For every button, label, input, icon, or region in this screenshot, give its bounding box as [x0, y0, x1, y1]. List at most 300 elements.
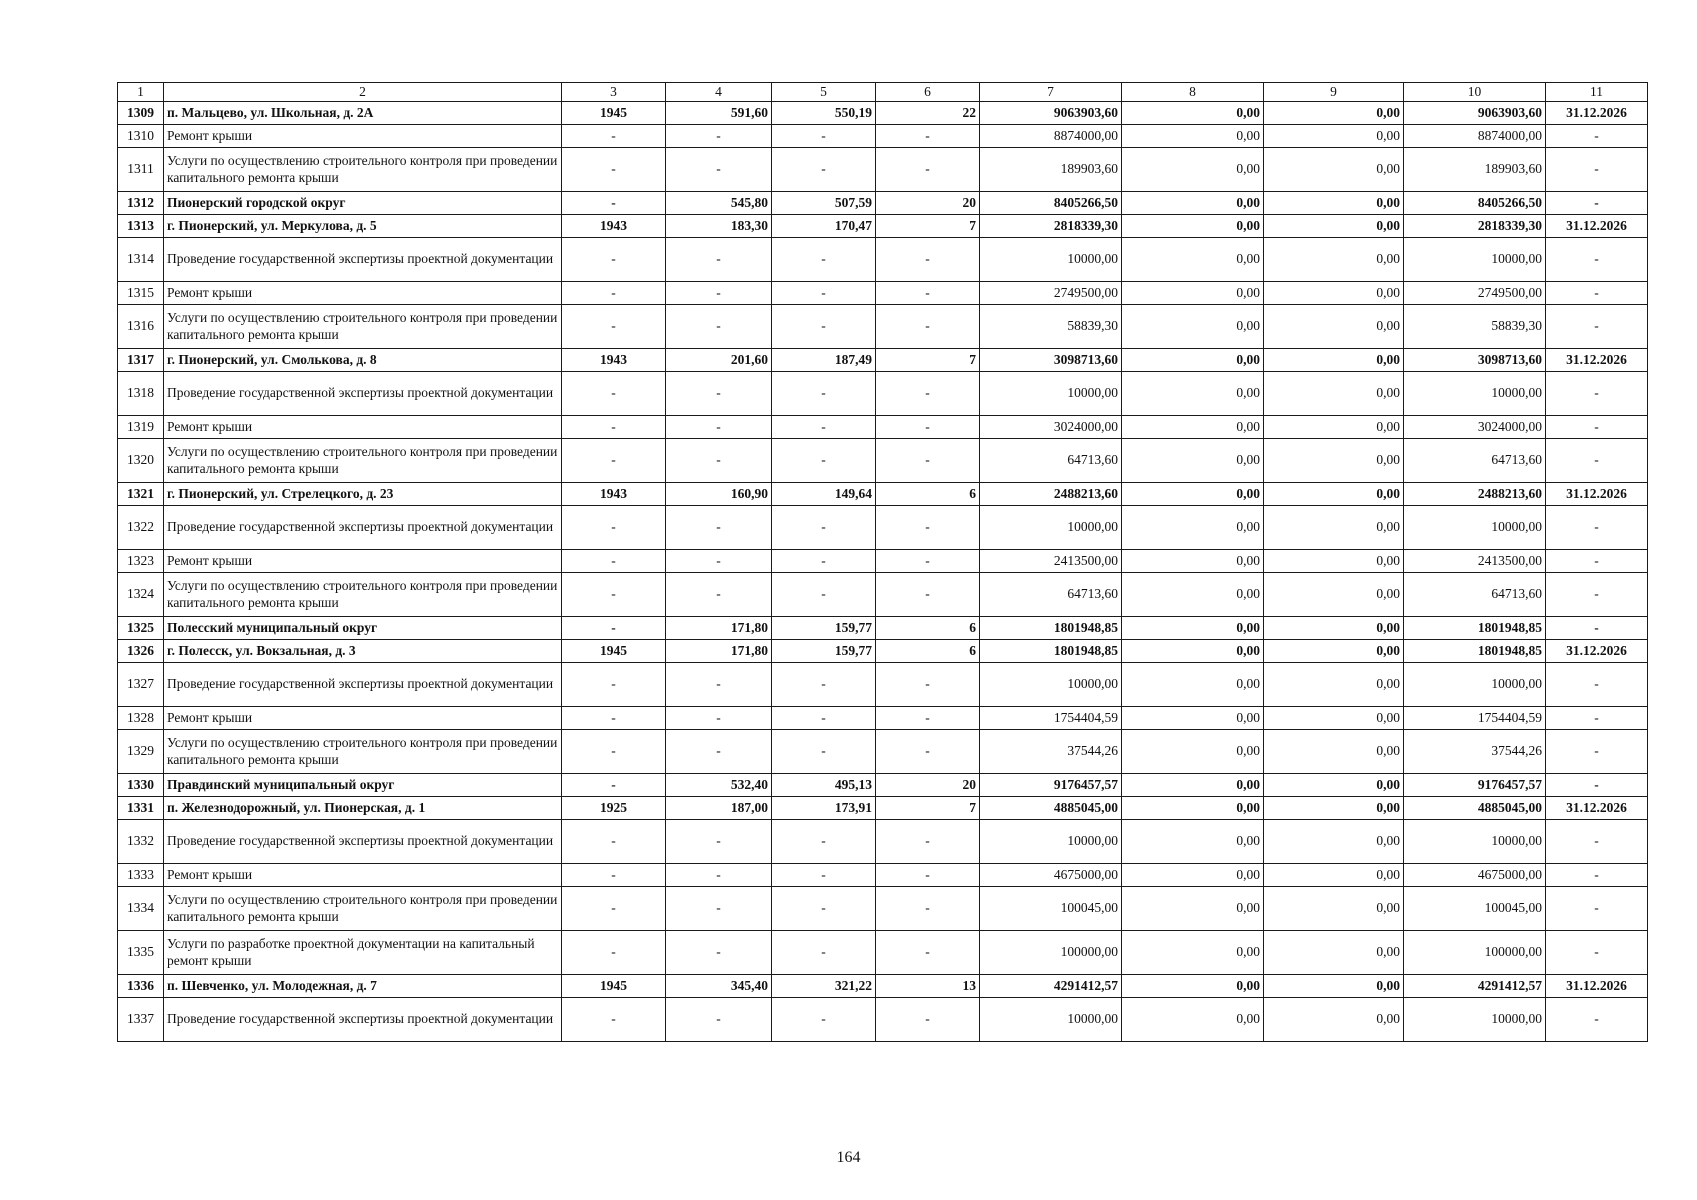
column-5-cell: - — [772, 125, 876, 148]
table-row — [118, 148, 1648, 192]
row-number-cell: 1336 — [118, 975, 164, 998]
total-cost-cell: 37544,26 — [980, 730, 1122, 774]
table-row — [118, 640, 1648, 663]
column-10-cell: 10000,00 — [1404, 372, 1546, 416]
total-cost-cell: 10000,00 — [980, 663, 1122, 707]
column-5-cell: 149,64 — [772, 483, 876, 506]
completion-date-cell: - — [1546, 774, 1648, 797]
column-9-cell: 0,00 — [1264, 215, 1404, 238]
column-4-cell: - — [666, 820, 772, 864]
table-row — [118, 506, 1648, 550]
column-9-cell: 0,00 — [1264, 887, 1404, 931]
column-6-cell: - — [876, 550, 980, 573]
year-cell: - — [562, 663, 666, 707]
column-8-cell: 0,00 — [1122, 887, 1264, 931]
completion-date-cell: - — [1546, 238, 1648, 282]
completion-date-cell: - — [1546, 573, 1648, 617]
row-number-cell: 1318 — [118, 372, 164, 416]
table-row — [118, 617, 1648, 640]
year-cell: - — [562, 730, 666, 774]
column-8-cell: 0,00 — [1122, 931, 1264, 975]
column-10-cell: 189903,60 — [1404, 148, 1546, 192]
total-cost-cell: 1801948,85 — [980, 640, 1122, 663]
column-9-cell: 0,00 — [1264, 931, 1404, 975]
year-cell: - — [562, 506, 666, 550]
row-number-cell: 1313 — [118, 215, 164, 238]
column-header: 5 — [772, 83, 876, 102]
year-cell: - — [562, 372, 666, 416]
year-cell: 1945 — [562, 102, 666, 125]
column-9-cell: 0,00 — [1264, 102, 1404, 125]
completion-date-cell: - — [1546, 506, 1648, 550]
column-4-cell: - — [666, 238, 772, 282]
column-8-cell: 0,00 — [1122, 349, 1264, 372]
row-number-cell: 1315 — [118, 282, 164, 305]
object-name-cell: Ремонт крыши — [164, 125, 562, 148]
column-8-cell: 0,00 — [1122, 730, 1264, 774]
column-9-cell: 0,00 — [1264, 372, 1404, 416]
table-row — [118, 864, 1648, 887]
column-8-cell: 0,00 — [1122, 215, 1264, 238]
column-8-cell: 0,00 — [1122, 774, 1264, 797]
column-9-cell: 0,00 — [1264, 282, 1404, 305]
year-cell: - — [562, 864, 666, 887]
column-9-cell: 0,00 — [1264, 998, 1404, 1042]
completion-date-cell: - — [1546, 550, 1648, 573]
row-number-cell: 1321 — [118, 483, 164, 506]
column-9-cell: 0,00 — [1264, 707, 1404, 730]
column-4-cell: - — [666, 506, 772, 550]
column-5-cell: 495,13 — [772, 774, 876, 797]
total-cost-cell: 2818339,30 — [980, 215, 1122, 238]
column-6-cell: 7 — [876, 215, 980, 238]
row-number-cell: 1329 — [118, 730, 164, 774]
total-cost-cell: 3024000,00 — [980, 416, 1122, 439]
column-10-cell: 8405266,50 — [1404, 192, 1546, 215]
column-9-cell: 0,00 — [1264, 864, 1404, 887]
year-cell: - — [562, 439, 666, 483]
object-name-cell: Проведение государственной экспертизы проектной документации — [164, 820, 562, 864]
column-header: 9 — [1264, 83, 1404, 102]
column-5-cell: - — [772, 238, 876, 282]
column-number-header-row — [118, 83, 1648, 102]
row-number-cell: 1334 — [118, 887, 164, 931]
column-9-cell: 0,00 — [1264, 238, 1404, 282]
column-header: 1 — [118, 83, 164, 102]
object-name-cell: п. Шевченко, ул. Молодежная, д. 7 — [164, 975, 562, 998]
column-4-cell: 591,60 — [666, 102, 772, 125]
row-number-cell: 1322 — [118, 506, 164, 550]
object-name-cell: Ремонт крыши — [164, 416, 562, 439]
column-10-cell: 37544,26 — [1404, 730, 1546, 774]
column-9-cell: 0,00 — [1264, 192, 1404, 215]
column-5-cell: - — [772, 998, 876, 1042]
table-row — [118, 102, 1648, 125]
column-9-cell: 0,00 — [1264, 730, 1404, 774]
total-cost-cell: 10000,00 — [980, 238, 1122, 282]
object-name-cell: Правдинский муниципальный округ — [164, 774, 562, 797]
row-number-cell: 1317 — [118, 349, 164, 372]
column-6-cell: 6 — [876, 483, 980, 506]
total-cost-cell: 10000,00 — [980, 506, 1122, 550]
column-5-cell: - — [772, 282, 876, 305]
column-9-cell: 0,00 — [1264, 439, 1404, 483]
column-9-cell: 0,00 — [1264, 663, 1404, 707]
completion-date-cell: 31.12.2026 — [1546, 349, 1648, 372]
year-cell: 1945 — [562, 640, 666, 663]
column-6-cell: - — [876, 506, 980, 550]
column-8-cell: 0,00 — [1122, 573, 1264, 617]
object-name-cell: г. Пионерский, ул. Смолькова, д. 8 — [164, 349, 562, 372]
table-row — [118, 975, 1648, 998]
column-5-cell: - — [772, 416, 876, 439]
column-4-cell: 160,90 — [666, 483, 772, 506]
column-8-cell: 0,00 — [1122, 506, 1264, 550]
row-number-cell: 1331 — [118, 797, 164, 820]
row-number-cell: 1333 — [118, 864, 164, 887]
object-name-cell: Услуги по осуществлению строительного контроля при проведении капитального ремонта крыши — [164, 148, 562, 192]
column-5-cell: 173,91 — [772, 797, 876, 820]
column-header: 10 — [1404, 83, 1546, 102]
completion-date-cell: - — [1546, 707, 1648, 730]
column-4-cell: 532,40 — [666, 774, 772, 797]
column-4-cell: - — [666, 864, 772, 887]
object-name-cell: г. Полесск, ул. Вокзальная, д. 3 — [164, 640, 562, 663]
column-9-cell: 0,00 — [1264, 640, 1404, 663]
column-4-cell: - — [666, 372, 772, 416]
column-6-cell: - — [876, 416, 980, 439]
year-cell: - — [562, 148, 666, 192]
column-6-cell: 20 — [876, 192, 980, 215]
row-number-cell: 1324 — [118, 573, 164, 617]
column-9-cell: 0,00 — [1264, 506, 1404, 550]
column-8-cell: 0,00 — [1122, 483, 1264, 506]
table-row — [118, 282, 1648, 305]
column-9-cell: 0,00 — [1264, 349, 1404, 372]
table-row — [118, 707, 1648, 730]
table-row — [118, 439, 1648, 483]
column-5-cell: 187,49 — [772, 349, 876, 372]
column-10-cell: 1801948,85 — [1404, 617, 1546, 640]
total-cost-cell: 100000,00 — [980, 931, 1122, 975]
column-5-cell: - — [772, 305, 876, 349]
completion-date-cell: 31.12.2026 — [1546, 102, 1648, 125]
column-4-cell: - — [666, 887, 772, 931]
column-4-cell: - — [666, 998, 772, 1042]
object-name-cell: Проведение государственной экспертизы проектной документации — [164, 372, 562, 416]
completion-date-cell: - — [1546, 663, 1648, 707]
table-row — [118, 931, 1648, 975]
column-8-cell: 0,00 — [1122, 125, 1264, 148]
table-row — [118, 125, 1648, 148]
column-4-cell: 187,00 — [666, 797, 772, 820]
row-number-cell: 1328 — [118, 707, 164, 730]
object-name-cell: Пионерский городской округ — [164, 192, 562, 215]
object-name-cell: Услуги по осуществлению строительного контроля при проведении капитального ремонта крыши — [164, 887, 562, 931]
table-row — [118, 349, 1648, 372]
completion-date-cell: - — [1546, 305, 1648, 349]
capital-repair-table — [117, 82, 1648, 1042]
total-cost-cell: 3098713,60 — [980, 349, 1122, 372]
column-6-cell: 13 — [876, 975, 980, 998]
column-5-cell: - — [772, 573, 876, 617]
page-number: 164 — [836, 1149, 861, 1166]
column-10-cell: 4675000,00 — [1404, 864, 1546, 887]
total-cost-cell: 100045,00 — [980, 887, 1122, 931]
column-8-cell: 0,00 — [1122, 282, 1264, 305]
row-number-cell: 1311 — [118, 148, 164, 192]
column-5-cell: - — [772, 663, 876, 707]
year-cell: - — [562, 707, 666, 730]
completion-date-cell: - — [1546, 439, 1648, 483]
row-number-cell: 1332 — [118, 820, 164, 864]
row-number-cell: 1309 — [118, 102, 164, 125]
column-4-cell: 201,60 — [666, 349, 772, 372]
table-row — [118, 550, 1648, 573]
column-header: 8 — [1122, 83, 1264, 102]
year-cell: - — [562, 931, 666, 975]
column-6-cell: 7 — [876, 797, 980, 820]
table-row — [118, 483, 1648, 506]
column-8-cell: 0,00 — [1122, 975, 1264, 998]
completion-date-cell: - — [1546, 282, 1648, 305]
table-row — [118, 238, 1648, 282]
column-4-cell: 183,30 — [666, 215, 772, 238]
row-number-cell: 1325 — [118, 617, 164, 640]
column-10-cell: 10000,00 — [1404, 998, 1546, 1042]
total-cost-cell: 2488213,60 — [980, 483, 1122, 506]
column-8-cell: 0,00 — [1122, 864, 1264, 887]
column-10-cell: 3024000,00 — [1404, 416, 1546, 439]
completion-date-cell: - — [1546, 416, 1648, 439]
column-8-cell: 0,00 — [1122, 416, 1264, 439]
column-10-cell: 2749500,00 — [1404, 282, 1546, 305]
total-cost-cell: 189903,60 — [980, 148, 1122, 192]
column-8-cell: 0,00 — [1122, 998, 1264, 1042]
object-name-cell: г. Пионерский, ул. Меркулова, д. 5 — [164, 215, 562, 238]
column-5-cell: - — [772, 550, 876, 573]
object-name-cell: п. Железнодорожный, ул. Пионерская, д. 1 — [164, 797, 562, 820]
column-10-cell: 1801948,85 — [1404, 640, 1546, 663]
column-4-cell: 171,80 — [666, 640, 772, 663]
column-5-cell: 159,77 — [772, 617, 876, 640]
total-cost-cell: 10000,00 — [980, 820, 1122, 864]
completion-date-cell: - — [1546, 372, 1648, 416]
year-cell: 1925 — [562, 797, 666, 820]
column-10-cell: 10000,00 — [1404, 663, 1546, 707]
year-cell: - — [562, 416, 666, 439]
column-6-cell: - — [876, 573, 980, 617]
column-4-cell: - — [666, 663, 772, 707]
column-4-cell: - — [666, 125, 772, 148]
column-9-cell: 0,00 — [1264, 305, 1404, 349]
row-number-cell: 1327 — [118, 663, 164, 707]
object-name-cell: Ремонт крыши — [164, 707, 562, 730]
total-cost-cell: 64713,60 — [980, 439, 1122, 483]
column-header: 2 — [164, 83, 562, 102]
column-6-cell: 7 — [876, 349, 980, 372]
row-number-cell: 1314 — [118, 238, 164, 282]
column-6-cell: 20 — [876, 774, 980, 797]
column-6-cell: - — [876, 148, 980, 192]
column-9-cell: 0,00 — [1264, 125, 1404, 148]
total-cost-cell: 4291412,57 — [980, 975, 1122, 998]
row-number-cell: 1320 — [118, 439, 164, 483]
column-4-cell: - — [666, 148, 772, 192]
column-header: 7 — [980, 83, 1122, 102]
table-row — [118, 663, 1648, 707]
column-4-cell: - — [666, 550, 772, 573]
column-10-cell: 9176457,57 — [1404, 774, 1546, 797]
total-cost-cell: 58839,30 — [980, 305, 1122, 349]
column-8-cell: 0,00 — [1122, 820, 1264, 864]
total-cost-cell: 8405266,50 — [980, 192, 1122, 215]
total-cost-cell: 9063903,60 — [980, 102, 1122, 125]
column-5-cell: - — [772, 887, 876, 931]
completion-date-cell: 31.12.2026 — [1546, 215, 1648, 238]
row-number-cell: 1323 — [118, 550, 164, 573]
column-10-cell: 100045,00 — [1404, 887, 1546, 931]
column-6-cell: - — [876, 998, 980, 1042]
total-cost-cell: 10000,00 — [980, 372, 1122, 416]
year-cell: - — [562, 573, 666, 617]
column-5-cell: - — [772, 864, 876, 887]
table-row — [118, 998, 1648, 1042]
total-cost-cell: 9176457,57 — [980, 774, 1122, 797]
column-8-cell: 0,00 — [1122, 640, 1264, 663]
column-10-cell: 58839,30 — [1404, 305, 1546, 349]
completion-date-cell: - — [1546, 998, 1648, 1042]
table-row — [118, 215, 1648, 238]
completion-date-cell: - — [1546, 617, 1648, 640]
object-name-cell: Проведение государственной экспертизы проектной документации — [164, 238, 562, 282]
column-5-cell: 321,22 — [772, 975, 876, 998]
column-10-cell: 10000,00 — [1404, 820, 1546, 864]
total-cost-cell: 64713,60 — [980, 573, 1122, 617]
total-cost-cell: 2749500,00 — [980, 282, 1122, 305]
table-row — [118, 305, 1648, 349]
column-8-cell: 0,00 — [1122, 439, 1264, 483]
total-cost-cell: 1801948,85 — [980, 617, 1122, 640]
row-number-cell: 1312 — [118, 192, 164, 215]
column-6-cell: - — [876, 439, 980, 483]
total-cost-cell: 10000,00 — [980, 998, 1122, 1042]
column-10-cell: 10000,00 — [1404, 506, 1546, 550]
column-4-cell: - — [666, 573, 772, 617]
table-row — [118, 730, 1648, 774]
column-6-cell: - — [876, 864, 980, 887]
column-5-cell: - — [772, 148, 876, 192]
column-4-cell: - — [666, 707, 772, 730]
column-5-cell: - — [772, 931, 876, 975]
column-4-cell: - — [666, 931, 772, 975]
total-cost-cell: 4885045,00 — [980, 797, 1122, 820]
year-cell: - — [562, 820, 666, 864]
column-9-cell: 0,00 — [1264, 483, 1404, 506]
year-cell: 1945 — [562, 975, 666, 998]
column-4-cell: 345,40 — [666, 975, 772, 998]
column-6-cell: - — [876, 663, 980, 707]
table-row — [118, 887, 1648, 931]
column-4-cell: - — [666, 282, 772, 305]
column-8-cell: 0,00 — [1122, 797, 1264, 820]
column-10-cell: 64713,60 — [1404, 573, 1546, 617]
column-9-cell: 0,00 — [1264, 820, 1404, 864]
column-5-cell: 507,59 — [772, 192, 876, 215]
column-9-cell: 0,00 — [1264, 617, 1404, 640]
total-cost-cell: 1754404,59 — [980, 707, 1122, 730]
object-name-cell: Услуги по разработке проектной документации на капитальный ремонт крыши — [164, 931, 562, 975]
row-number-cell: 1330 — [118, 774, 164, 797]
year-cell: - — [562, 282, 666, 305]
table-row — [118, 797, 1648, 820]
table-row — [118, 416, 1648, 439]
row-number-cell: 1310 — [118, 125, 164, 148]
year-cell: - — [562, 774, 666, 797]
column-6-cell: - — [876, 125, 980, 148]
column-10-cell: 4291412,57 — [1404, 975, 1546, 998]
column-5-cell: - — [772, 439, 876, 483]
column-10-cell: 2488213,60 — [1404, 483, 1546, 506]
column-8-cell: 0,00 — [1122, 148, 1264, 192]
column-10-cell: 1754404,59 — [1404, 707, 1546, 730]
table-row — [118, 192, 1648, 215]
column-4-cell: 171,80 — [666, 617, 772, 640]
column-5-cell: - — [772, 707, 876, 730]
table-row — [118, 372, 1648, 416]
completion-date-cell: 31.12.2026 — [1546, 797, 1648, 820]
column-8-cell: 0,00 — [1122, 372, 1264, 416]
year-cell: - — [562, 238, 666, 282]
year-cell: 1943 — [562, 349, 666, 372]
column-8-cell: 0,00 — [1122, 192, 1264, 215]
year-cell: - — [562, 192, 666, 215]
column-8-cell: 0,00 — [1122, 707, 1264, 730]
object-name-cell: Услуги по осуществлению строительного контроля при проведении капитального ремонта крыши — [164, 305, 562, 349]
column-10-cell: 64713,60 — [1404, 439, 1546, 483]
completion-date-cell: - — [1546, 820, 1648, 864]
object-name-cell: п. Мальцево, ул. Школьная, д. 2А — [164, 102, 562, 125]
object-name-cell: г. Пионерский, ул. Стрелецкого, д. 23 — [164, 483, 562, 506]
column-5-cell: - — [772, 372, 876, 416]
table-row — [118, 774, 1648, 797]
object-name-cell: Проведение государственной экспертизы проектной документации — [164, 663, 562, 707]
completion-date-cell: - — [1546, 730, 1648, 774]
column-9-cell: 0,00 — [1264, 416, 1404, 439]
column-6-cell: 22 — [876, 102, 980, 125]
column-10-cell: 8874000,00 — [1404, 125, 1546, 148]
column-8-cell: 0,00 — [1122, 663, 1264, 707]
column-4-cell: - — [666, 439, 772, 483]
column-9-cell: 0,00 — [1264, 797, 1404, 820]
column-10-cell: 3098713,60 — [1404, 349, 1546, 372]
column-5-cell: 550,19 — [772, 102, 876, 125]
completion-date-cell: - — [1546, 931, 1648, 975]
column-10-cell: 100000,00 — [1404, 931, 1546, 975]
year-cell: - — [562, 125, 666, 148]
column-8-cell: 0,00 — [1122, 238, 1264, 282]
column-6-cell: - — [876, 820, 980, 864]
column-8-cell: 0,00 — [1122, 305, 1264, 349]
column-6-cell: - — [876, 730, 980, 774]
column-4-cell: - — [666, 305, 772, 349]
year-cell: - — [562, 887, 666, 931]
year-cell: 1943 — [562, 483, 666, 506]
column-6-cell: - — [876, 238, 980, 282]
column-6-cell: - — [876, 931, 980, 975]
object-name-cell: Ремонт крыши — [164, 864, 562, 887]
column-header: 3 — [562, 83, 666, 102]
